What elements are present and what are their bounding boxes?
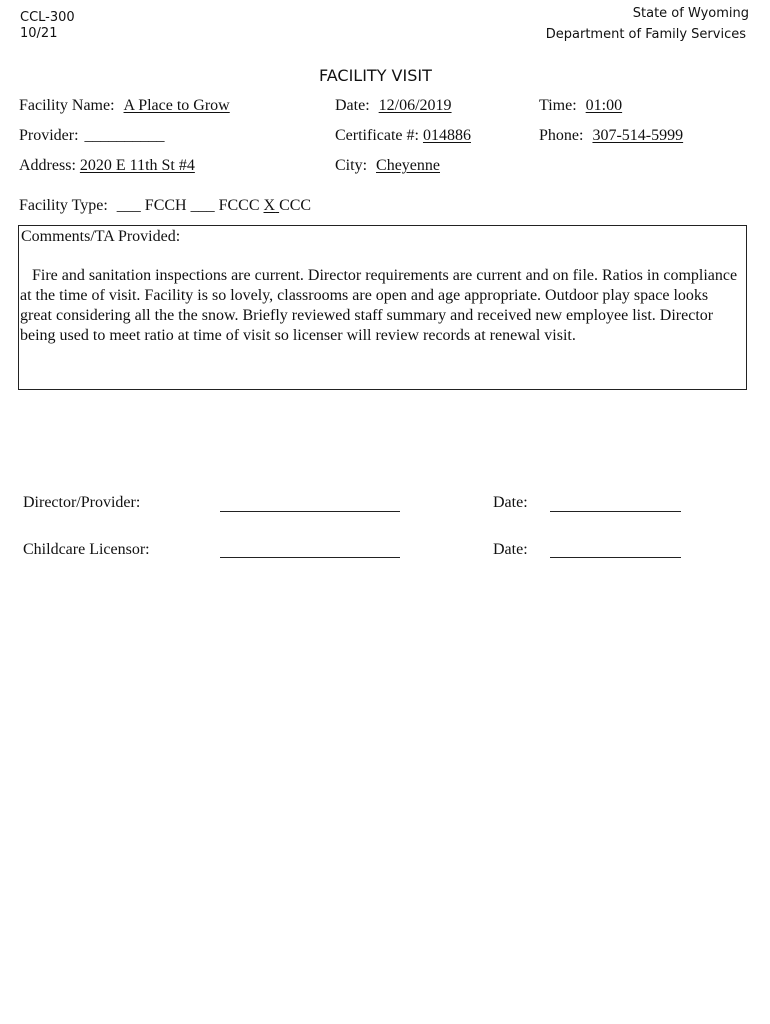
certificate-label: Certificate #: bbox=[335, 127, 419, 144]
date-value: 12/06/2019 bbox=[378, 97, 452, 114]
facility-name-row bbox=[19, 97, 230, 115]
phone-value: 307-514-5999 bbox=[592, 127, 684, 144]
state-name: State of Wyoming bbox=[632, 6, 749, 21]
time-value: 01:00 bbox=[585, 97, 623, 114]
licensor-date-label: Date: bbox=[493, 541, 528, 558]
address-label: Address: bbox=[19, 157, 76, 174]
address-value: 2020 E 11th St #4 bbox=[79, 157, 195, 174]
fcch-checkbox: ___ bbox=[116, 197, 141, 214]
comments-label: Comments/TA Provided: bbox=[21, 228, 181, 245]
facility-type-label: Facility Type: bbox=[19, 197, 108, 214]
ccc-option: CCC bbox=[279, 197, 312, 214]
fccc-option: FCCC bbox=[218, 197, 260, 214]
facility-name-label: Facility Name: bbox=[19, 97, 115, 114]
city-label: City: bbox=[335, 157, 368, 174]
provider-label: Provider: bbox=[19, 127, 79, 144]
time-row bbox=[539, 97, 622, 115]
director-date-label: Date: bbox=[493, 494, 528, 511]
director-date-line bbox=[550, 511, 681, 512]
facility-name-value: A Place to Grow bbox=[123, 97, 230, 114]
city-row bbox=[335, 157, 440, 175]
time-label: Time: bbox=[539, 97, 577, 114]
certificate-row bbox=[335, 127, 471, 145]
date-label: Date: bbox=[335, 97, 370, 114]
childcare-licensor-label: Childcare Licensor: bbox=[23, 541, 150, 558]
provider-row bbox=[19, 127, 165, 145]
date-row bbox=[335, 97, 452, 115]
comments-box bbox=[18, 225, 747, 390]
certificate-value: 014886 bbox=[422, 127, 471, 144]
licensor-date-line bbox=[550, 557, 681, 558]
city-value: Cheyenne bbox=[376, 157, 440, 174]
fcch-option: FCCH bbox=[144, 197, 187, 214]
provider-blank: __________ bbox=[84, 127, 165, 144]
ccc-checkbox: X bbox=[263, 197, 276, 214]
fccc-checkbox: ___ bbox=[190, 197, 215, 214]
phone-label: Phone: bbox=[539, 127, 584, 144]
phone-row bbox=[539, 127, 683, 145]
address-row bbox=[19, 157, 195, 175]
form-revision-date: 10/21 bbox=[20, 26, 58, 41]
page-title: FACILITY VISIT bbox=[319, 66, 432, 85]
director-provider-label: Director/Provider: bbox=[23, 494, 141, 511]
facility-type-row bbox=[19, 197, 311, 215]
department-name: Department of Family Services bbox=[545, 27, 746, 42]
comments-text: Fire and sanitation inspections are current. Director requirements are current and on file. Ratios in compliance at the time of visit. Facility is so lovely, classrooms are open and age appropriate. Outdoor play space looks great considering all the the snow. Briefly reviewed staff summary and received new employee list. Director being used to meet ratio at time of visit so licenser will review records at renewal visit. bbox=[20, 267, 738, 344]
form-code: CCL-300 bbox=[20, 10, 75, 25]
director-signature-line bbox=[220, 511, 400, 512]
licensor-signature-line bbox=[220, 557, 400, 558]
